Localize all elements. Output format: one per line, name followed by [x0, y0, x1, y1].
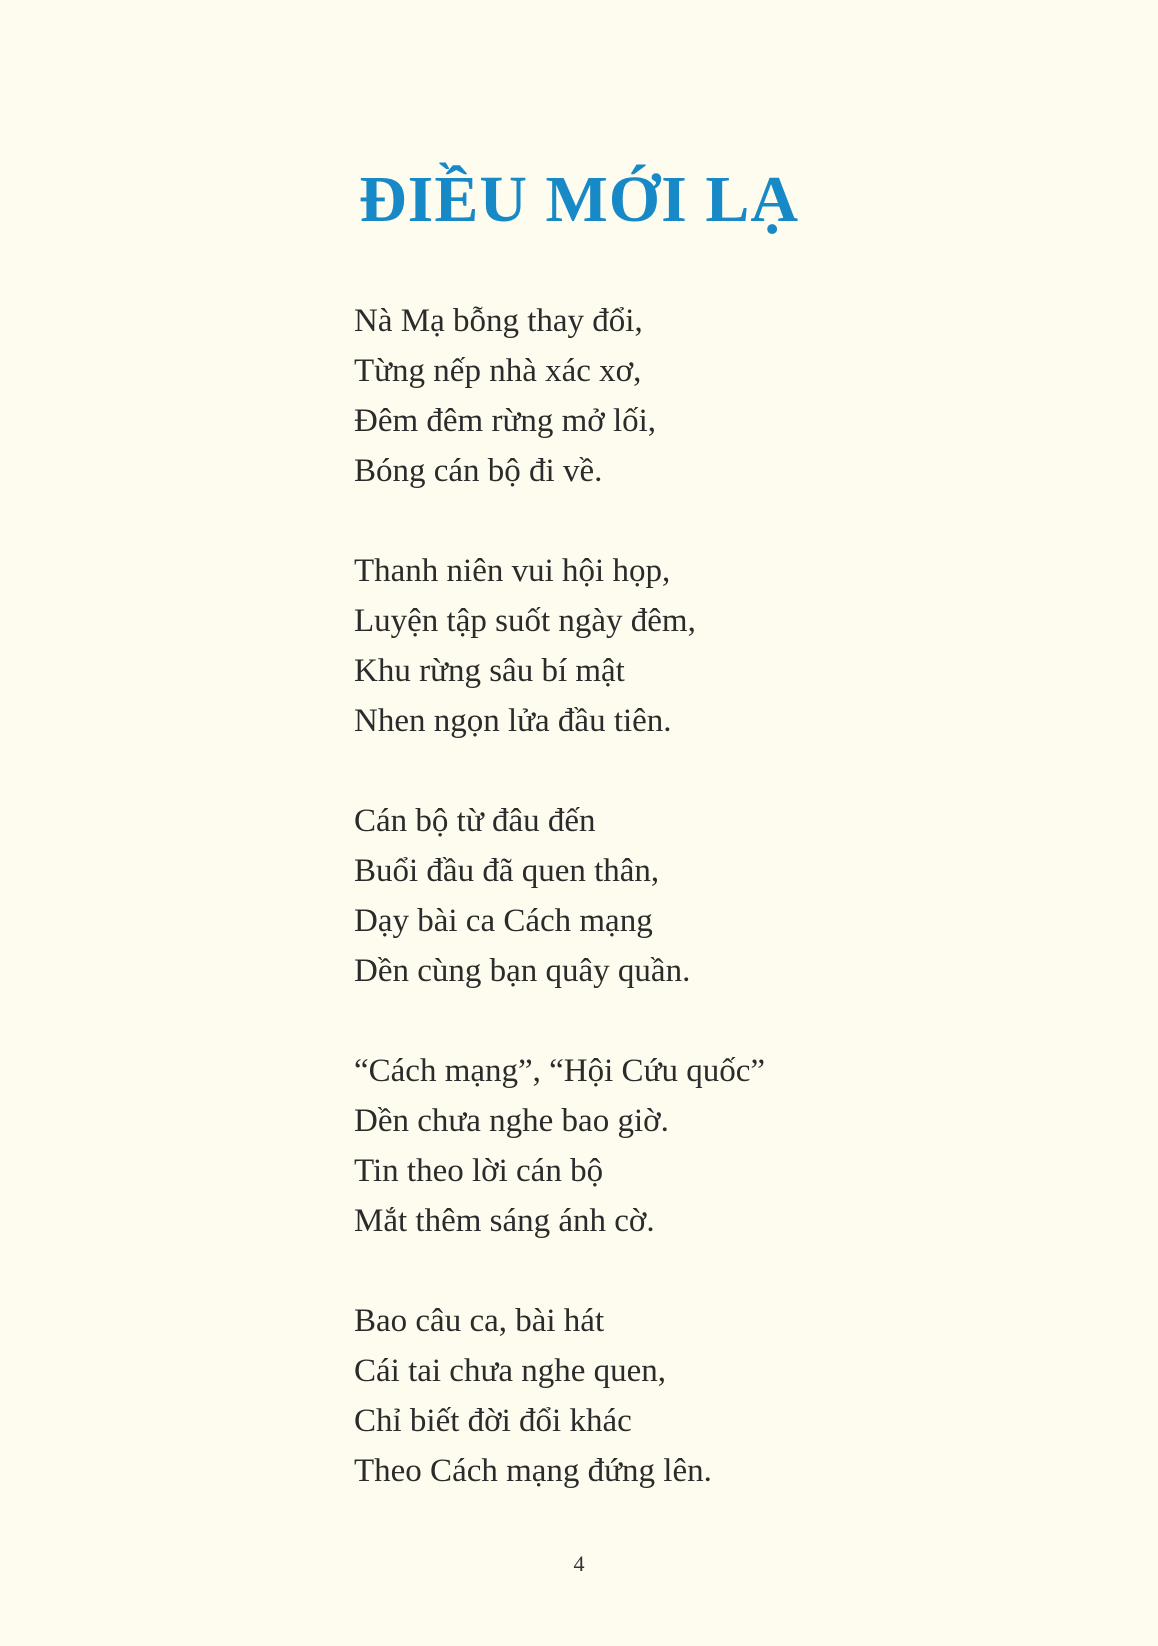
poem-line: Cán bộ từ đâu đến — [354, 803, 596, 839]
poem-line: Luyện tập suốt ngày đêm, — [354, 603, 696, 639]
poem-line: Thanh niên vui hội họp, — [354, 553, 671, 589]
poem-line: Dền cùng bạn quây quần. — [354, 953, 691, 989]
stanza-2 — [354, 546, 1054, 746]
poem-line: Bóng cán bộ đi về. — [354, 453, 603, 489]
poem-line: Cái tai chưa nghe quen, — [354, 1353, 667, 1389]
stanza-5 — [354, 1296, 1054, 1496]
poem-line: Mắt thêm sáng ánh cờ. — [354, 1203, 655, 1239]
poem-line: Dạy bài ca Cách mạng — [354, 903, 653, 939]
poem-line: Dền chưa nghe bao giờ. — [354, 1103, 669, 1139]
poem-line: Nhen ngọn lửa đầu tiên. — [354, 703, 672, 739]
stanza-3 — [354, 796, 1054, 996]
poem-line: Tin theo lời cán bộ — [354, 1153, 604, 1189]
poem-line: Khu rừng sâu bí mật — [354, 653, 625, 689]
page-title: ĐIỀU MỚI LẠ — [358, 163, 800, 236]
poem-line: Buổi đầu đã quen thân, — [354, 853, 660, 889]
stanza-4 — [354, 1046, 1054, 1246]
poem-line: Nà Mạ bỗng thay đổi, — [354, 303, 643, 339]
stanza-1 — [354, 296, 1054, 496]
poem-line: Bao câu ca, bài hát — [354, 1303, 605, 1339]
poem-line: Theo Cách mạng đứng lên. — [354, 1453, 712, 1489]
poem-line: Chỉ biết đời đổi khác — [354, 1403, 632, 1439]
poem-line: “Cách mạng”, “Hội Cứu quốc” — [354, 1053, 766, 1089]
poem-line: Từng nếp nhà xác xơ, — [354, 353, 642, 389]
page-number: 4 — [573, 1551, 585, 1576]
poem-line: Đêm đêm rừng mở lối, — [354, 403, 657, 439]
poem — [354, 296, 1054, 1546]
